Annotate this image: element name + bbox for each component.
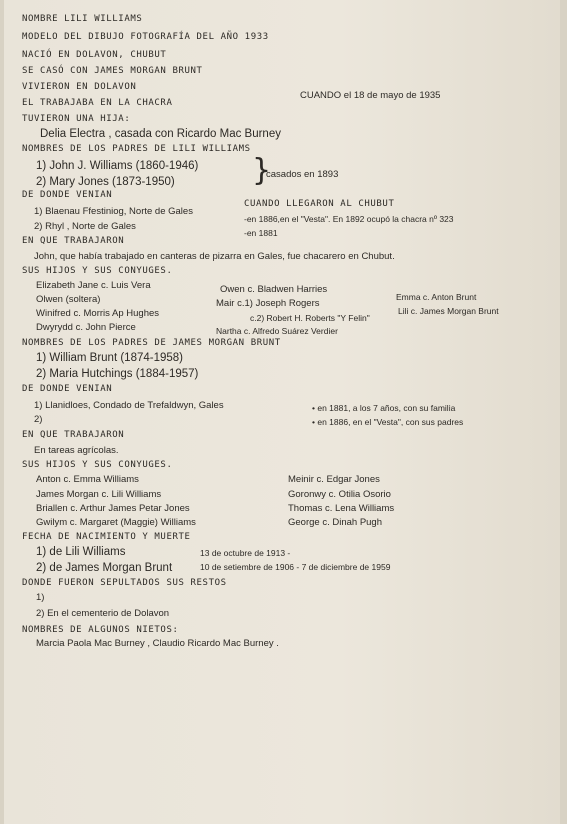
padre-james-2: 2) Maria Hutchings (1884-1957) [36,368,199,380]
sepultados-label: DONDE FUERON SEPULTADOS SUS RESTOS [22,578,227,588]
hijo-entry: Thomas c. Lena Williams [288,503,395,514]
llegada-james-1: • en 1881, a los 7 años, con su familia [312,403,456,413]
modelo-line: MODELO DEL DIBUJO FOTOGRAFÍA DEL AÑO 1933 [22,32,269,42]
trabajaron-label: EN QUE TRABAJARON [22,236,125,246]
hijo-entry: Meinir c. Edgar Jones [288,474,380,485]
de-donde-label: DE DONDE VENIAN [22,190,113,200]
llegada-james-2: • en 1886, en el "Vesta", con sus padres [312,417,464,427]
hijos-label: SUS HIJOS Y SUS CONYUGES. [22,460,173,470]
padre-1: 1) John J. Williams (1860-1946) [36,160,199,172]
trabajaron-label: EN QUE TRABAJARON [22,430,125,440]
llegada-2: -en 1881 [244,228,278,238]
hija-label: TUVIERON UNA HIJA: [22,114,131,124]
sepultado-1: 1) [36,592,45,603]
trabajaba-line: EL TRABAJABA EN LA CHACRA [22,98,173,108]
hijo-entry: Olwen (soltera) [36,294,101,305]
origen-1: 1) Blaenau Ffestiniog, Norte de Gales [34,206,193,217]
hijo-entry: Lili c. James Morgan Brunt [398,306,499,316]
nacimiento-label: FECHA DE NACIMIENTO Y MUERTE [22,532,191,542]
hijo-entry: Elizabeth Jane c. Luis Vera [36,280,151,291]
hijo-entry: Nartha c. Alfredo Suárez Verdier [216,326,338,336]
trabajaron-text: En tareas agrícolas. [34,445,119,456]
hijo-entry: Goronwy c. Otilia Osorio [288,489,391,500]
padre-james-1: 1) William Brunt (1874-1958) [36,352,184,364]
hijo-entry: Owen c. Bladwen Harries [220,284,328,295]
hijo-entry: Anton c. Emma Williams [36,474,139,485]
nacimiento-1-fecha: 13 de octubre de 1913 - [200,548,291,558]
nombre-line [22,14,142,24]
padre-2: 2) Mary Jones (1873-1950) [36,176,175,188]
hijo-entry: George c. Dinah Pugh [288,517,383,528]
hijo-entry: Emma c. Anton Brunt [396,292,477,302]
llegada-1: -en 1886,en el "Vesta". En 1892 ocupó la chacra nº 323 [244,214,454,224]
padres-lili-title: NOMBRES DE LOS PADRES DE LILI WILLIAMS [22,144,251,154]
nacimiento-2-fecha: 10 de setiembre de 1906 - 7 de diciembre de 1959 [200,562,391,572]
nombre-text: NOMBRE LILI WILLIAMS [22,14,143,24]
nietos-label: NOMBRES DE ALGUNOS NIETOS: [22,625,179,635]
nacimiento-1: 1) de Lili Williams [36,546,126,558]
origen-james-2: 2) [34,414,43,425]
hijo-entry: Briallen c. Arthur James Petar Jones [36,503,190,514]
hijos-label: SUS HIJOS Y SUS CONYUGES. [22,266,173,276]
casados-text: casados en 1893 [266,169,339,180]
nacio-line: NACIÓ EN DOLAVON, CHUBUT [22,50,167,60]
brace-glyph: } [252,153,272,188]
sepultado-2: 2) En el cementerio de Dolavon [36,608,170,619]
record-page [4,0,560,824]
hijo-entry: James Morgan c. Lili Williams [36,489,162,500]
origen-james-1: 1) Llanidloes, Condado de Trefaldwyn, Gales [34,400,224,411]
origen-2: 2) Rhyl , Norte de Gales [34,221,136,232]
padres-james-title: NOMBRES DE LOS PADRES DE JAMES MORGAN BRUNT [22,338,281,348]
vivieron-line: VIVIERON EN DOLAVON [22,82,137,92]
trabajaron-text: John, que había trabajado en canteras de pizarra en Gales, fue chacarero en Chubut. [34,251,395,262]
hijo-entry: c.2) Robert H. Roberts "Y Felin" [250,313,370,323]
hijo-entry: Gwilym c. Margaret (Maggie) Williams [36,517,196,528]
cuando-llegaron-label: CUANDO LLEGARON AL CHUBUT [244,199,395,209]
nietos-text: Marcia Paola Mac Burney , Claudio Ricardo Mac Burney . [36,638,279,649]
cuando-line: CUANDO el 18 de mayo de 1935 [300,90,441,101]
hija-value: Delia Electra , casada con Ricardo Mac Burney [40,128,281,140]
hijo-entry: Winifred c. Morris Ap Hughes [36,308,160,319]
hijo-entry: Dwyrydd c. John Pierce [36,322,136,333]
caso-line: SE CASÓ CON JAMES MORGAN BRUNT [22,66,203,76]
hijo-entry: Mair c.1) Joseph Rogers [216,298,320,309]
nacimiento-2: 2) de James Morgan Brunt [36,562,173,574]
de-donde-label: DE DONDE VENIAN [22,384,113,394]
